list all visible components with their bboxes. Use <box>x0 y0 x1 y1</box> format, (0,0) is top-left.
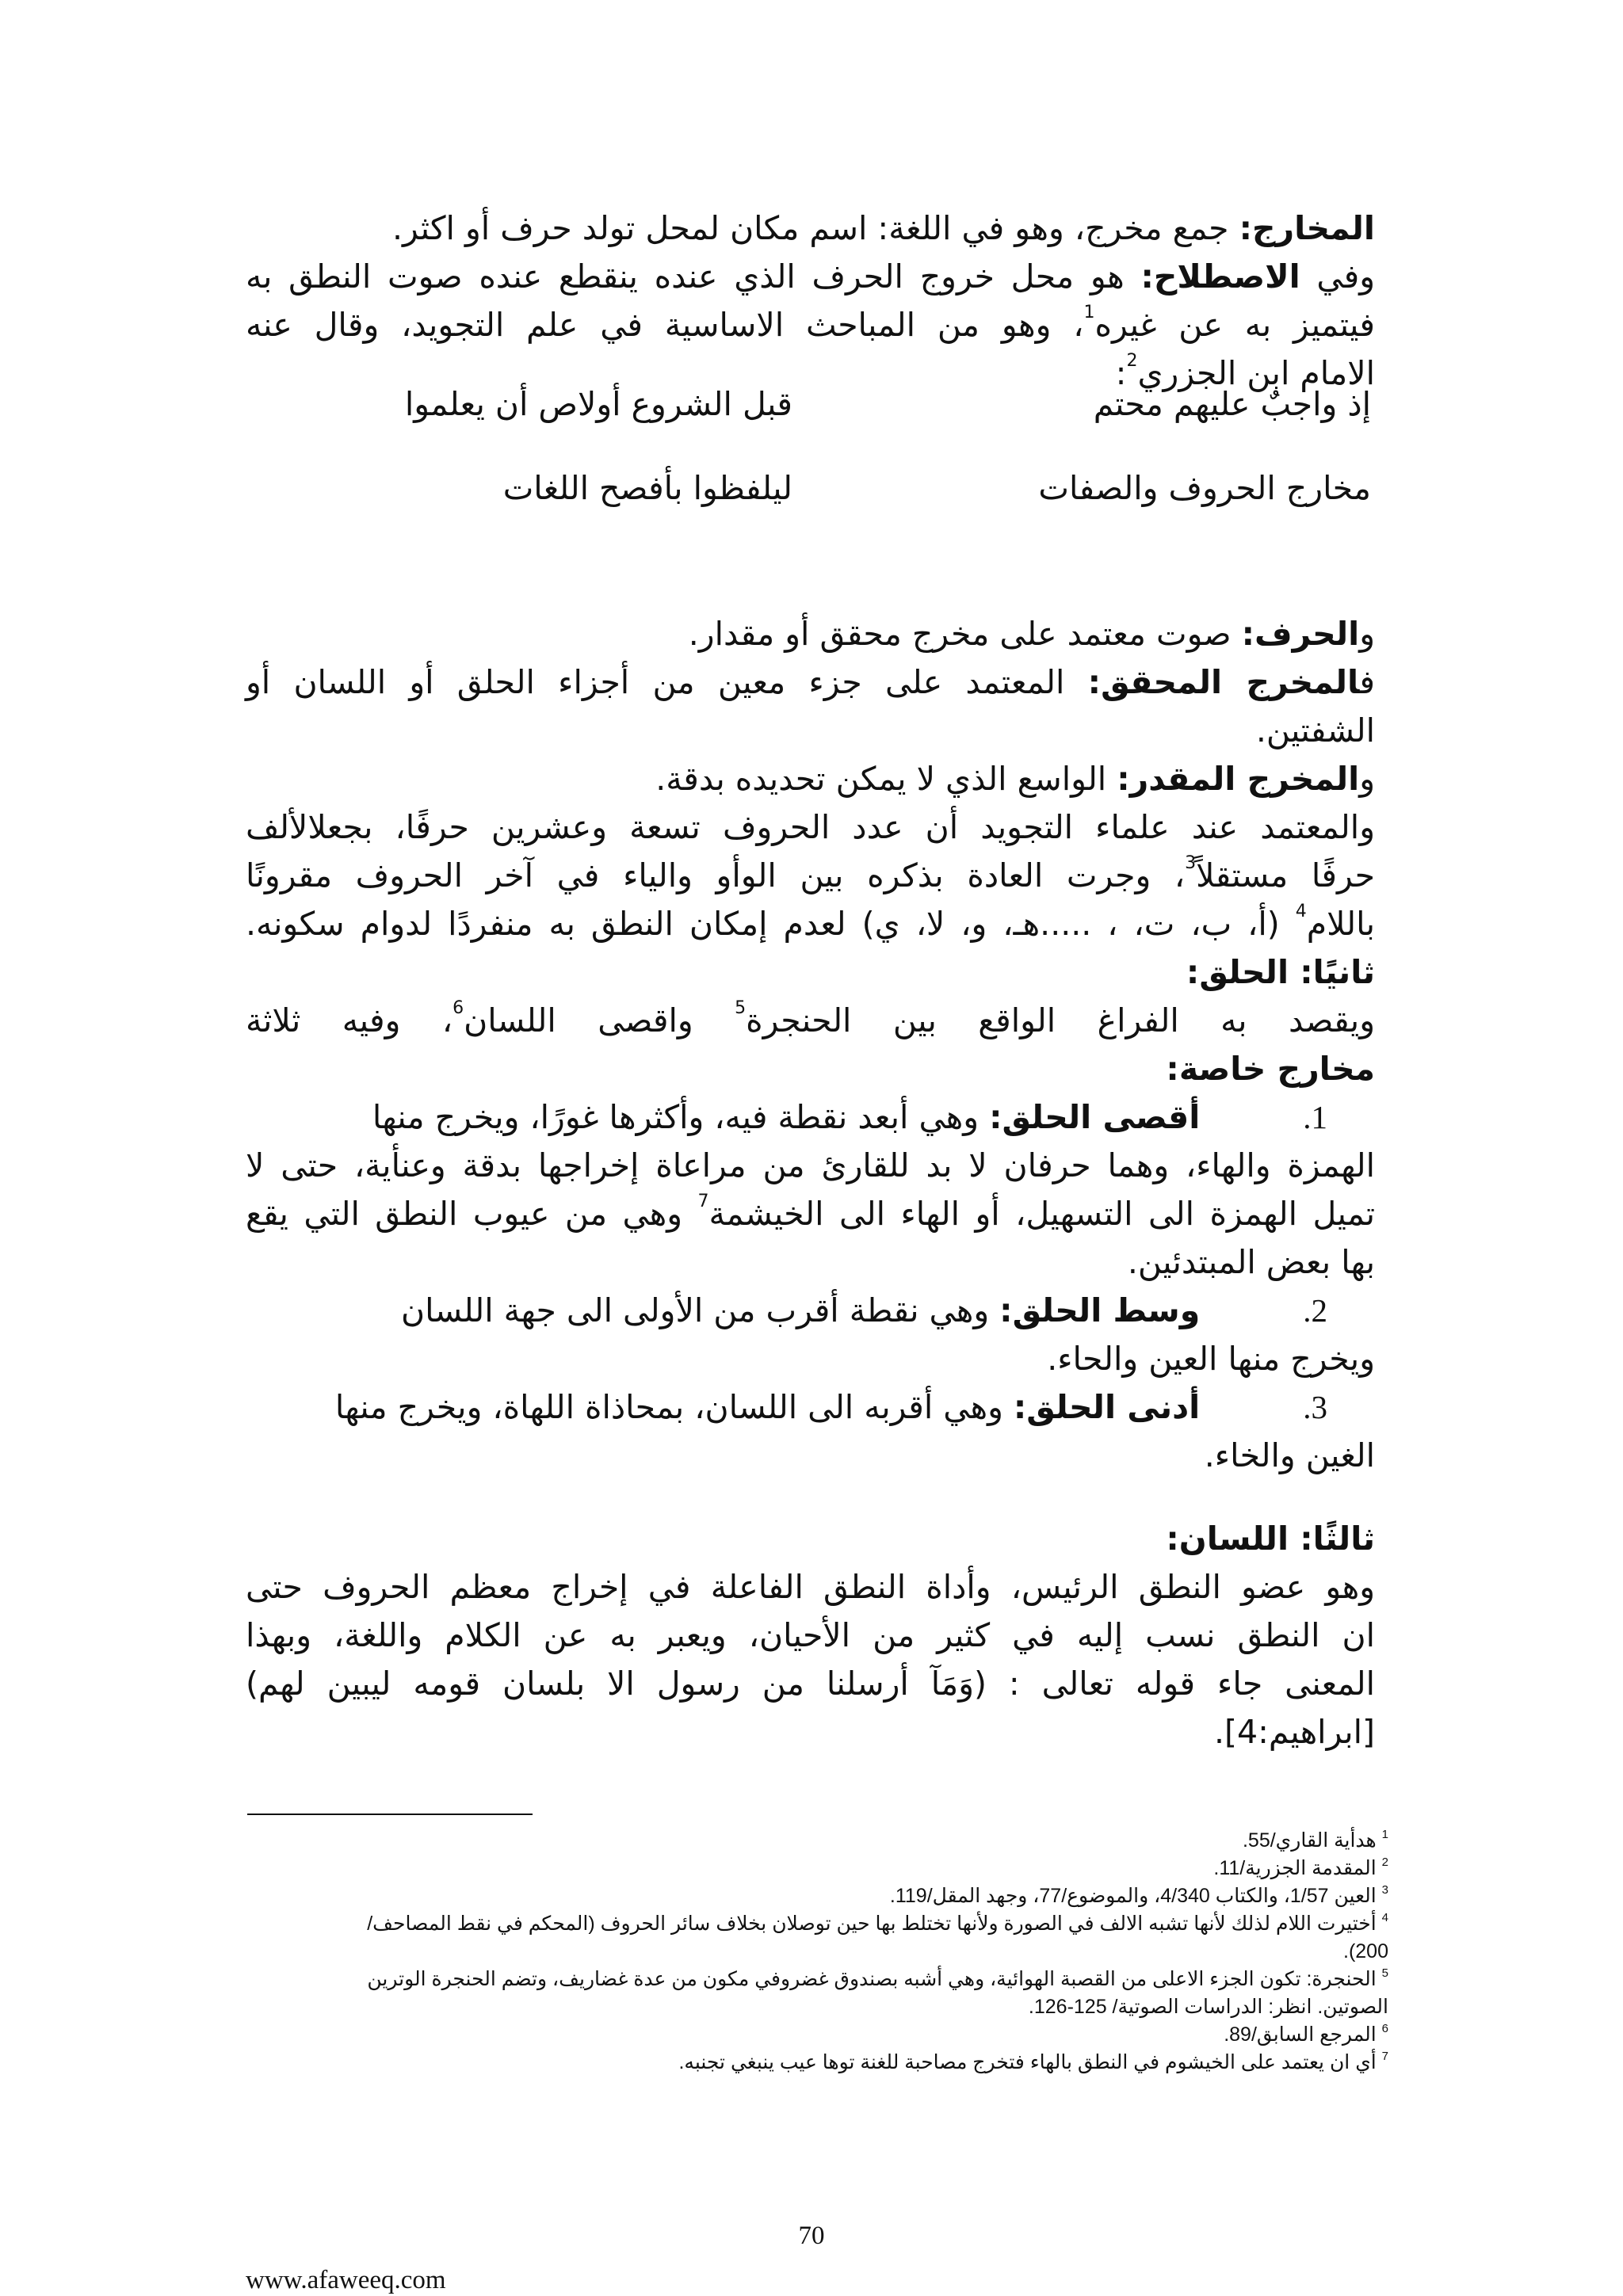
footnote-ref: 1 <box>1083 303 1095 322</box>
paragraph-line: فالمخرج المحقق: المعتمد على جزء معين من أجزاء الحلق أو اللسان أو <box>246 663 1376 701</box>
heading-lisan: ثالثًا: اللسان: <box>1166 1520 1375 1558</box>
footnotes <box>247 1827 1388 2077</box>
list-item: 3.أدنى الحلق: وهي أقربه الى اللسان، بمحاذاة اللهاة، ويخرج منها <box>246 1383 1375 1432</box>
footnote-separator <box>247 1814 533 1815</box>
term-makhraj-muqaddar: المخرج المقدر: <box>1117 760 1360 798</box>
paragraph-line: تميل الهمزة الى التسهيل، أو الهاء الى الخيشمة$^7$ وهي من عيوب النطق التي يقع <box>246 1192 1376 1233</box>
footnote: $^3$ العين 1/57، والكتاب 4/340، والموضوع/77، وجهد المقل/119. <box>889 1883 1388 1907</box>
section-lisan <box>246 1515 1375 1756</box>
footnote-ref: 4 <box>1295 902 1307 921</box>
paragraph-line: مخارج خاصة: <box>1166 1050 1375 1088</box>
paragraph-line: والمخرج المقدر: الواسع الذي لا يمكن تحديده بدقة. <box>655 760 1375 798</box>
list-number: 1. <box>1303 1099 1327 1135</box>
list-item: 1.أقصى الحلق: وهي أبعد نقطة فيه، وأكثرها غورًا، ويخرج منها <box>246 1093 1375 1142</box>
term-harf: الحرف: <box>1241 615 1360 653</box>
footnote-continuation: 200). <box>1343 1940 1388 1962</box>
term-wasat-halq: وسط الحلق: <box>999 1291 1201 1329</box>
heading-halq: ثانيًا: الحلق: <box>1186 953 1375 991</box>
footnote-ref: 3 <box>1185 853 1197 873</box>
list-number: 2. <box>1303 1292 1327 1329</box>
section-makharij <box>246 204 1375 398</box>
paragraph-line: المخارج: جمع مخرج، وهو في اللغة: اسم مكان لمحل تولد حرف أو اكثر. <box>392 209 1375 247</box>
page-number: 70 <box>798 2222 825 2250</box>
footnote: $^5$ الحنجرة: تكون الجزء الاعلى من القصبة الهوائية، وهي أشبه بصندوق غضروفي مكون من عدة غضاريف، وتضم الحنجرة الوترين <box>367 1966 1388 1990</box>
paragraph-line: حرفًا مستقلاً$^3$، وجرت العادة بذكره بين الوأو والياء في آخر الحروف مقرونًا <box>246 853 1375 894</box>
poem-verse-1-first: إذ واجبٌ عليهم محتم <box>1093 385 1371 423</box>
term-adna-halq: أدنى الحلق: <box>1013 1388 1201 1426</box>
paragraph-line: الهمزة والهاء، وهما حرفان لا بد للقارئ من مراعاة إخراجها بدقة وعنأية، حتى لا <box>246 1146 1375 1184</box>
footnote: $^4$ أختيرت اللام لذلك لأنها تشبه الالف في الصورة ولأنها تختلط بها حين توصلان بخلاف سائر الحروف (المحكم في نقط المصاحف/ <box>367 1911 1388 1935</box>
paragraph-line: فيتميز به عن غيره$^1$، وهو من المباحث الاساسية في علم التجويد، وقال عنه <box>246 303 1376 344</box>
footnote-ref: 6 <box>453 998 464 1018</box>
footnote: $^1$ هدأية القاري/55. <box>1242 1828 1388 1852</box>
footnote-ref: 2 <box>1126 351 1138 371</box>
quran-verse-line: المعنى جاء قوله تعالى : (وَمَآ أرسلنا من رسول الا بلسان قومه ليبين لهم) <box>246 1665 1375 1703</box>
footnote: $^6$ المرجع السابق/89. <box>1224 2022 1388 2046</box>
paragraph-line: ان النطق نسب إليه في كثير من الأحيان، ويعبر به عن الكلام واللغة، وبهذا <box>246 1616 1375 1654</box>
poem-verse-2-first: مخارج الحروف والصفات <box>1038 469 1371 507</box>
list-item: 2.وسط الحلق: وهي نقطة أقرب من الأولى الى جهة اللسان <box>246 1287 1375 1335</box>
section-heading <box>246 948 1375 997</box>
paragraph-line: والحرف: صوت معتمد على مخرج محقق أو مقدار. <box>688 615 1375 653</box>
poem-verse-2-second: ليلفظوا بأفصح اللغات <box>502 469 792 507</box>
footnote-ref: 7 <box>697 1192 709 1211</box>
poem-verse-1-second: قبل الشروع أولاص أن يعلموا <box>404 385 792 423</box>
term-istilah: الاصطلاح: <box>1140 257 1300 296</box>
section-heading <box>246 1515 1375 1563</box>
term-makharij: المخارج: <box>1239 209 1375 247</box>
paragraph-line: بها بعض المبتدئين. <box>1127 1243 1375 1281</box>
term-aqsa-halq: أقصى الحلق: <box>989 1098 1201 1136</box>
section-harf <box>246 610 1375 1480</box>
paragraph-line: وفي الاصطلاح: هو محل خروج الحرف الذي عنده ينقطع عنده صوت النطق به <box>246 257 1375 296</box>
footnote-ref: 5 <box>735 998 747 1018</box>
term-makhraj-muhaqqaq: المخرج المحقق: <box>1087 663 1360 701</box>
footnote: $^7$ أي ان يعتمد على الخيشوم في النطق بالهاء فتخرج مصاحبة للغنة توها عيب ينبغي تجنبه. <box>678 2050 1388 2073</box>
paragraph-line: باللام$^4$ (أ، ب، ت، ، .....هـ، و، لا، ي) لعدم إمكان النطق به منفردًا لدوام سكونه. <box>246 902 1375 943</box>
paragraph-line: ويخرج منها العين والحاء. <box>1047 1340 1375 1378</box>
paragraph-line: وهو عضو النطق الرئيس، وأداة النطق الفاعلة في إخراج معظم الحروف حتى <box>246 1568 1375 1606</box>
footnote: $^2$ المقدمة الجزرية/11. <box>1213 1855 1388 1879</box>
paragraph-line: الغين والخاء. <box>1204 1436 1375 1474</box>
list-number: 3. <box>1303 1389 1327 1425</box>
paragraph-line: الامام ابن الجزري$^2$: <box>1115 351 1375 392</box>
website-footer[interactable]: www.afaweeq.com <box>246 2266 446 2294</box>
paragraph-line: الشفتين. <box>1255 711 1375 749</box>
paragraph-line: ويقصد به الفراغ الواقع بين الحنجرة$^5$ واقصى اللسان$^6$، وفيه ثلاثة <box>246 998 1376 1039</box>
footnote-continuation: الصوتين. انظر: الدراسات الصوتية/ 125-126. <box>1028 1996 1388 2018</box>
verse-reference: [ابراهيم:4]. <box>1213 1713 1375 1751</box>
paragraph-line: والمعتمد عند علماء التجويد أن عدد الحروف تسعة وعشرين حرفًا، بجعلالألف <box>246 808 1375 846</box>
